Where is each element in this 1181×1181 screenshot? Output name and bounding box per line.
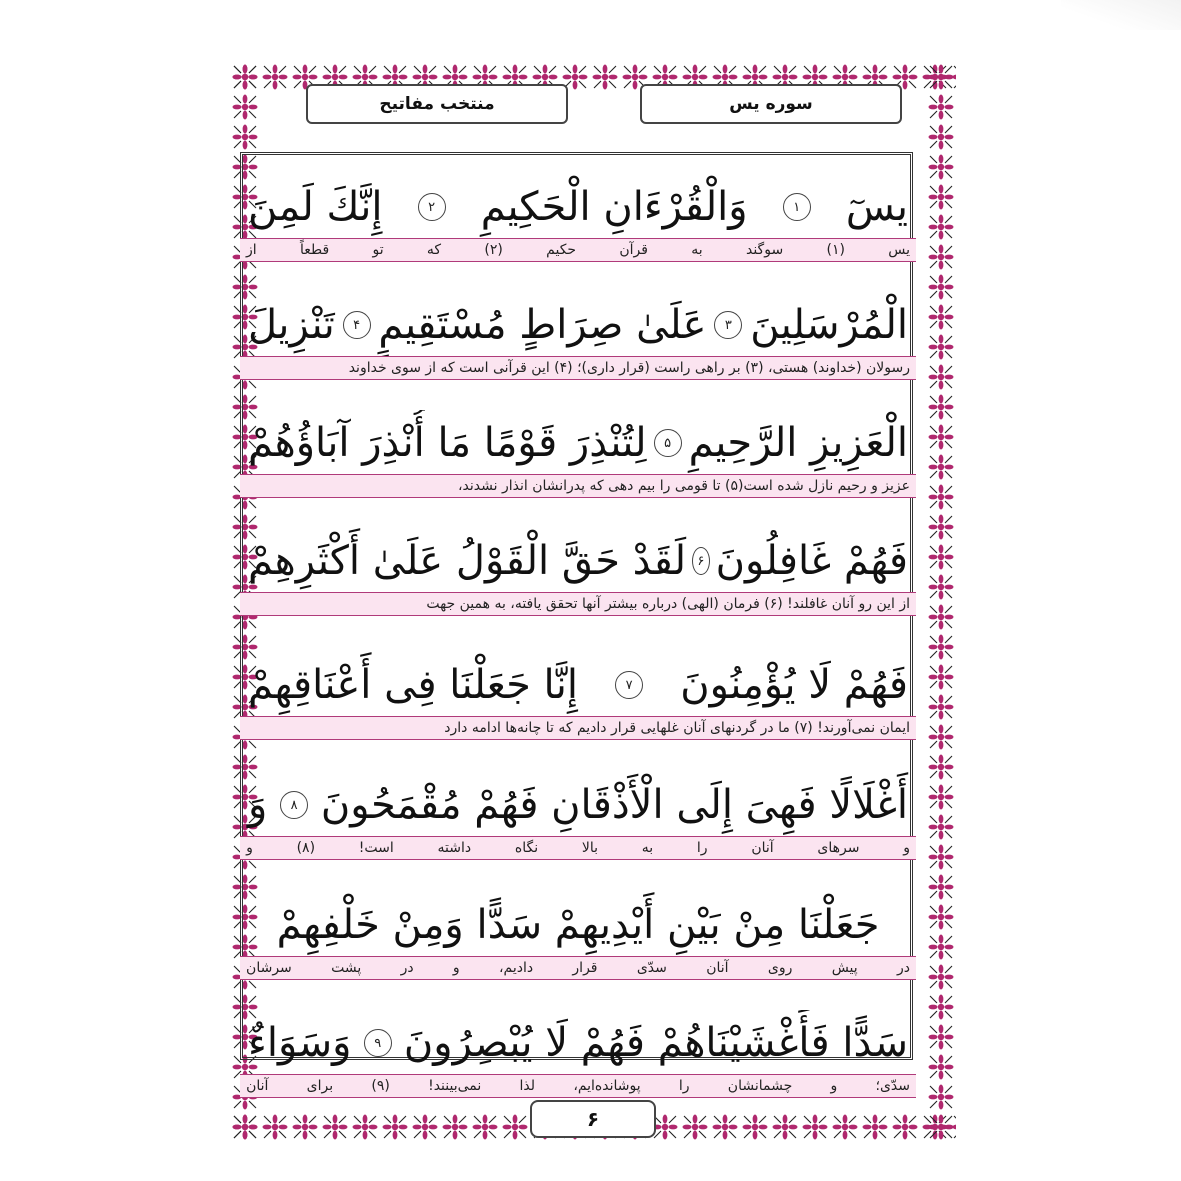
arabic-verse-line <box>240 772 916 838</box>
arabic-verse-text: یسٓ <box>845 184 908 230</box>
flower-ornament-icon <box>926 662 956 692</box>
flower-ornament-icon <box>470 1112 500 1142</box>
flower-ornament-icon <box>926 872 956 902</box>
translation-word: قرار <box>572 960 598 976</box>
arabic-verse-text: وَالْقُرْءَانِ الْحَکِیمِ <box>480 184 748 230</box>
translation-word: سرشان <box>246 960 292 976</box>
translation-word: آنان <box>246 1078 269 1094</box>
arabic-verse-text: الْمُرْسَلِینَ <box>750 302 908 348</box>
verse-number-marker: ۱ <box>783 193 811 221</box>
translation-word: را <box>696 840 708 856</box>
flower-ornament-icon <box>926 692 956 722</box>
translation-word: پیش <box>831 960 858 976</box>
translation-word: و <box>246 840 253 856</box>
page-frame <box>230 62 956 1142</box>
flower-ornament-icon <box>890 1112 920 1142</box>
translation-word: آنان <box>706 960 729 976</box>
flower-ornament-icon <box>500 1112 530 1142</box>
flower-ornament-icon <box>926 932 956 962</box>
flower-ornament-icon <box>926 542 956 572</box>
arabic-verse-text: الْعَزِیزِ الرَّحِیمِ <box>688 420 908 466</box>
verse-number-marker: ۵ <box>654 429 682 457</box>
surah-title: سوره یس <box>729 94 813 114</box>
flower-ornament-icon <box>926 212 956 242</box>
arabic-verse-line <box>240 292 916 358</box>
flower-ornament-icon <box>926 812 956 842</box>
ornament-border-right <box>926 62 956 1142</box>
translation-word: از <box>246 242 257 258</box>
translation-word: و <box>903 840 910 856</box>
page-number-box <box>530 1100 656 1138</box>
flower-ornament-icon <box>926 62 956 92</box>
flower-ornament-icon <box>926 452 956 482</box>
translation-word: دادیم، <box>499 960 534 976</box>
flower-ornament-icon <box>926 1052 956 1082</box>
arabic-verse-text: عَلَیٰ صِرَاطٍ مُسْتَقِیمٍ <box>378 302 707 348</box>
translation-word: (۸) <box>296 840 316 856</box>
flower-ornament-icon <box>830 1112 860 1142</box>
flower-ornament-icon <box>926 392 956 422</box>
arabic-verse-text: لِتُنْذِرَ قَوْمًا مَا أُنْذِرَ آبَاؤُهُمْ <box>248 420 647 466</box>
arabic-verse-line <box>240 892 916 958</box>
flower-ornament-icon <box>860 1112 890 1142</box>
translation-word: ایمان نمی‌آورند! (۷) ما در گردنهای آنان غلهایی قرار دادیم که تا چانه‌ها ادامه دارد <box>444 720 910 736</box>
flower-ornament-icon <box>926 512 956 542</box>
translation-word: پوشانده‌ایم، <box>573 1078 641 1094</box>
flower-ornament-icon <box>926 122 956 152</box>
arabic-verse-text: جَعَلْنَا مِنْ بَیْنِ أَیْدِیهِمْ سَدًّا وَمِنْ خَلْفِهِمْ <box>276 902 880 948</box>
translation-word: و <box>830 1078 838 1094</box>
flower-ornament-icon <box>410 1112 440 1142</box>
flower-ornament-icon <box>590 62 620 92</box>
arabic-verse-line <box>240 174 916 240</box>
persian-translation-line <box>240 356 916 380</box>
persian-translation-line <box>240 956 916 980</box>
translation-word: به <box>691 242 703 258</box>
verse-number-marker: ۹ <box>364 1029 392 1057</box>
page-corner-shadow <box>1061 0 1181 30</box>
flower-ornament-icon <box>800 1112 830 1142</box>
translation-word: (۹) <box>371 1078 390 1094</box>
arabic-verse-line <box>240 410 916 476</box>
persian-translation-line <box>240 238 916 262</box>
flower-ornament-icon <box>926 992 956 1022</box>
translation-word: عزیز و رحیم نازل شده است(۵) تا قومی را بیم دهی که پدرانشان انذار نشدند، <box>458 478 910 494</box>
flower-ornament-icon <box>926 92 956 122</box>
arabic-verse-text: فَهُمْ غَافِلُونَ <box>715 538 908 584</box>
translation-word: پشت <box>331 960 362 976</box>
translation-word: است! <box>358 840 394 856</box>
flower-ornament-icon <box>926 1112 956 1142</box>
flower-ornament-icon <box>926 962 956 992</box>
translation-word: سرهای <box>817 840 860 856</box>
translation-word: (۲) <box>484 242 503 258</box>
flower-ornament-icon <box>230 122 260 152</box>
flower-ornament-icon <box>926 242 956 272</box>
arabic-verse-line <box>240 528 916 594</box>
flower-ornament-icon <box>230 92 260 122</box>
flower-ornament-icon <box>926 182 956 212</box>
arabic-verse-text: تَنْزِیلَ <box>248 302 335 348</box>
translation-word: از این رو آنان غافلند! (۶) فرمان (الهی) درباره بیشتر آنها تحقق یافته، به همین جهت <box>426 596 910 612</box>
flower-ornament-icon <box>926 632 956 662</box>
arabic-verse-text: إِنَّا جَعَلْنَا فِی أَعْنَاقِهِمْ <box>248 662 578 708</box>
flower-ornament-icon <box>740 1112 770 1142</box>
translation-word: حکیم <box>546 242 577 258</box>
translation-word: به <box>641 840 654 856</box>
translation-word: نمی‌بینند! <box>428 1078 482 1094</box>
flower-ornament-icon <box>260 1112 290 1142</box>
translation-word: تو <box>372 242 384 258</box>
translation-word: چشمانشان <box>727 1078 793 1094</box>
translation-word: آنان <box>751 840 774 856</box>
translation-word: روی <box>767 960 793 976</box>
translation-word: (۱) <box>826 242 845 258</box>
flower-ornament-icon <box>926 782 956 812</box>
flower-ornament-icon <box>770 1112 800 1142</box>
flower-ornament-icon <box>926 272 956 302</box>
arabic-verse-text: وَسَوَاءٌ <box>248 1020 352 1066</box>
translation-word: قرآن <box>619 242 648 258</box>
persian-translation-line <box>240 592 916 616</box>
verse-number-marker: ۶ <box>692 547 710 575</box>
flower-ornament-icon <box>350 1112 380 1142</box>
flower-ornament-icon <box>260 62 290 92</box>
translation-word: برای <box>306 1078 334 1094</box>
flower-ornament-icon <box>926 422 956 452</box>
flower-ornament-icon <box>926 362 956 392</box>
surah-title-box <box>640 84 902 124</box>
translation-word: را <box>678 1078 690 1094</box>
book-title: منتخب مفاتیح <box>379 94 495 114</box>
arabic-verse-text: سَدًّا فَأَغْشَیْنَاهُمْ فَهُمْ لَا یُبْصِرُونَ <box>403 1020 908 1066</box>
verse-number-marker: ۸ <box>280 791 308 819</box>
translation-word: در <box>400 960 414 976</box>
verse-number-marker: ۳ <box>714 311 742 339</box>
flower-ornament-icon <box>926 332 956 362</box>
flower-ornament-icon <box>320 1112 350 1142</box>
flower-ornament-icon <box>926 482 956 512</box>
flower-ornament-icon <box>710 1112 740 1142</box>
flower-ornament-icon <box>926 722 956 752</box>
arabic-verse-text: لَقَدْ حَقَّ الْقَوْلُ عَلَیٰ أَکْثَرِهِمْ <box>248 538 687 584</box>
verse-number-marker: ۴ <box>343 311 371 339</box>
verse-number-marker: ۲ <box>418 193 446 221</box>
flower-ornament-icon <box>926 302 956 332</box>
translation-word: که <box>426 242 442 258</box>
flower-ornament-icon <box>290 1112 320 1142</box>
flower-ornament-icon <box>926 842 956 872</box>
translation-word: سوگند <box>745 242 784 258</box>
arabic-verse-text: وَ <box>248 782 268 828</box>
persian-translation-line <box>240 716 916 740</box>
page-number: ۶ <box>586 1107 600 1131</box>
translation-word: لذا <box>519 1078 536 1094</box>
persian-translation-line <box>240 474 916 498</box>
translation-word: قطعاً <box>299 242 330 258</box>
translation-word: سدّی <box>636 960 667 976</box>
flower-ornament-icon <box>926 572 956 602</box>
flower-ornament-icon <box>230 62 260 92</box>
flower-ornament-icon <box>926 1082 956 1112</box>
translation-word: سدّی؛ <box>875 1078 910 1094</box>
flower-ornament-icon <box>680 1112 710 1142</box>
persian-translation-line <box>240 1074 916 1098</box>
flower-ornament-icon <box>230 1112 260 1142</box>
translation-word: یس <box>888 242 910 258</box>
flower-ornament-icon <box>380 1112 410 1142</box>
verse-number-marker: ۷ <box>615 671 643 699</box>
flower-ornament-icon <box>926 902 956 932</box>
flower-ornament-icon <box>440 1112 470 1142</box>
arabic-verse-line <box>240 1010 916 1076</box>
translation-word: نگاه <box>514 840 539 856</box>
flower-ornament-icon <box>926 152 956 182</box>
persian-translation-line <box>240 836 916 860</box>
translation-word: در <box>897 960 910 976</box>
translation-word: بالا <box>581 840 599 856</box>
flower-ornament-icon <box>926 752 956 782</box>
arabic-verse-text: فَهُمْ لَا یُؤْمِنُونَ <box>680 662 908 708</box>
flower-ornament-icon <box>926 1022 956 1052</box>
translation-word: رسولان (خداوند) هستی، (۳) بر راهی راست (قرار داری)؛ (۴) این قرآنی است که از سوی خداوند <box>348 360 910 376</box>
flower-ornament-icon <box>926 602 956 632</box>
translation-word: داشته <box>437 840 472 856</box>
arabic-verse-text: إِنَّكَ لَمِنَ <box>248 184 383 230</box>
translation-word: و <box>452 960 460 976</box>
arabic-verse-text: أَغْلَالًا فَهِیَ إِلَی الْأَذْقَانِ فَهُمْ مُقْمَحُونَ <box>320 782 908 828</box>
book-title-box <box>306 84 568 124</box>
arabic-verse-line <box>240 652 916 718</box>
